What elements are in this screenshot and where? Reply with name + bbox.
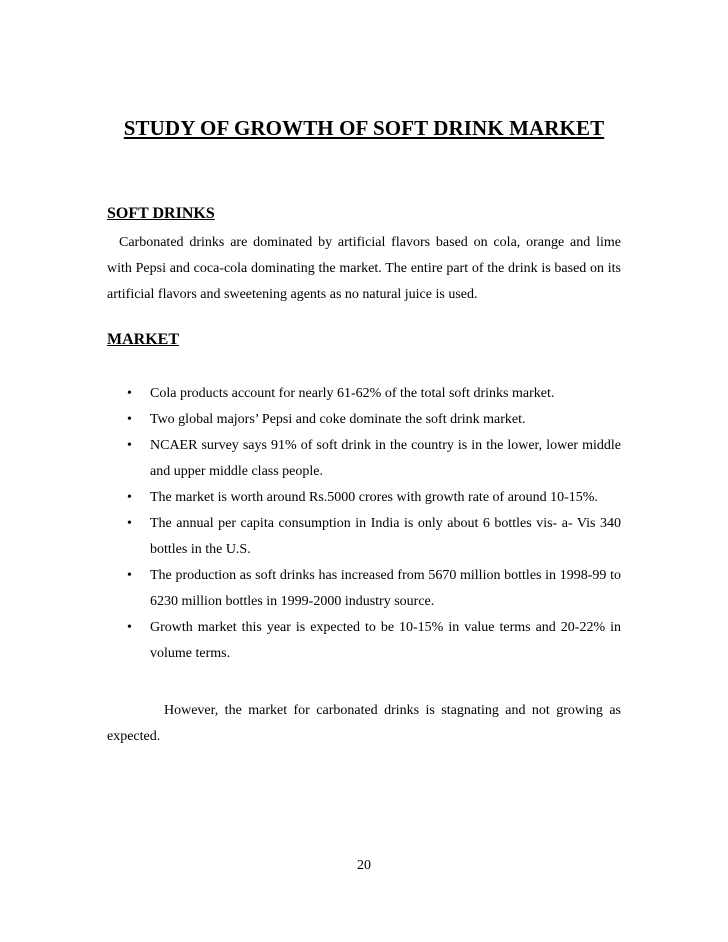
list-item	[107, 407, 621, 433]
bullet-icon: •	[127, 568, 132, 583]
bullet-icon: •	[127, 386, 132, 401]
list-item-text: NCAER survey says 91% of soft drink in the country is in the lower, lower middle and upper middle class people.	[150, 438, 621, 479]
soft-drinks-paragraph: Carbonated drinks are dominated by artificial flavors based on cola, orange and lime with Pepsi and coca-cola dominating the market. The entire part of the drink is based on its artificial flavors and sweetening agents as no natural juice is used.	[107, 235, 621, 302]
list-item-text: Growth market this year is expected to be 10-15% in value terms and 20-22% in volume terms.	[150, 620, 621, 661]
bullet-icon: •	[127, 412, 132, 427]
list-item	[107, 615, 621, 667]
list-item	[107, 563, 621, 615]
market-closing-paragraph: However, the market for carbonated drinks is stagnating and not growing as expected.	[107, 703, 621, 744]
list-item-text: Cola products account for nearly 61-62% of the total soft drinks market.	[150, 386, 555, 401]
market-bullet-list	[107, 381, 621, 667]
list-item	[107, 381, 621, 407]
bullet-icon: •	[127, 620, 132, 635]
list-item	[107, 485, 621, 511]
list-item-text: Two global majors’ Pepsi and coke dominate the soft drink market.	[150, 412, 526, 427]
list-item	[107, 433, 621, 485]
list-item-text: The market is worth around Rs.5000 crores with growth rate of around 10-15%.	[150, 490, 598, 505]
section-heading-market: MARKET	[107, 331, 179, 348]
list-item	[107, 511, 621, 563]
page-title: STUDY OF GROWTH OF SOFT DRINK MARKET	[123, 116, 605, 140]
bullet-icon: •	[127, 516, 132, 531]
section-heading-soft-drinks: SOFT DRINKS	[107, 205, 215, 222]
bullet-icon: •	[127, 438, 132, 453]
list-item-text: The annual per capita consumption in India is only about 6 bottles vis- a- Vis 340 bottles in the U.S.	[150, 516, 621, 557]
list-item-text: The production as soft drinks has increased from 5670 million bottles in 1998-99 to 6230 million bottles in 1999-2000 industry source.	[150, 568, 621, 609]
page-number: 20	[357, 858, 371, 873]
bullet-icon: •	[127, 490, 132, 505]
